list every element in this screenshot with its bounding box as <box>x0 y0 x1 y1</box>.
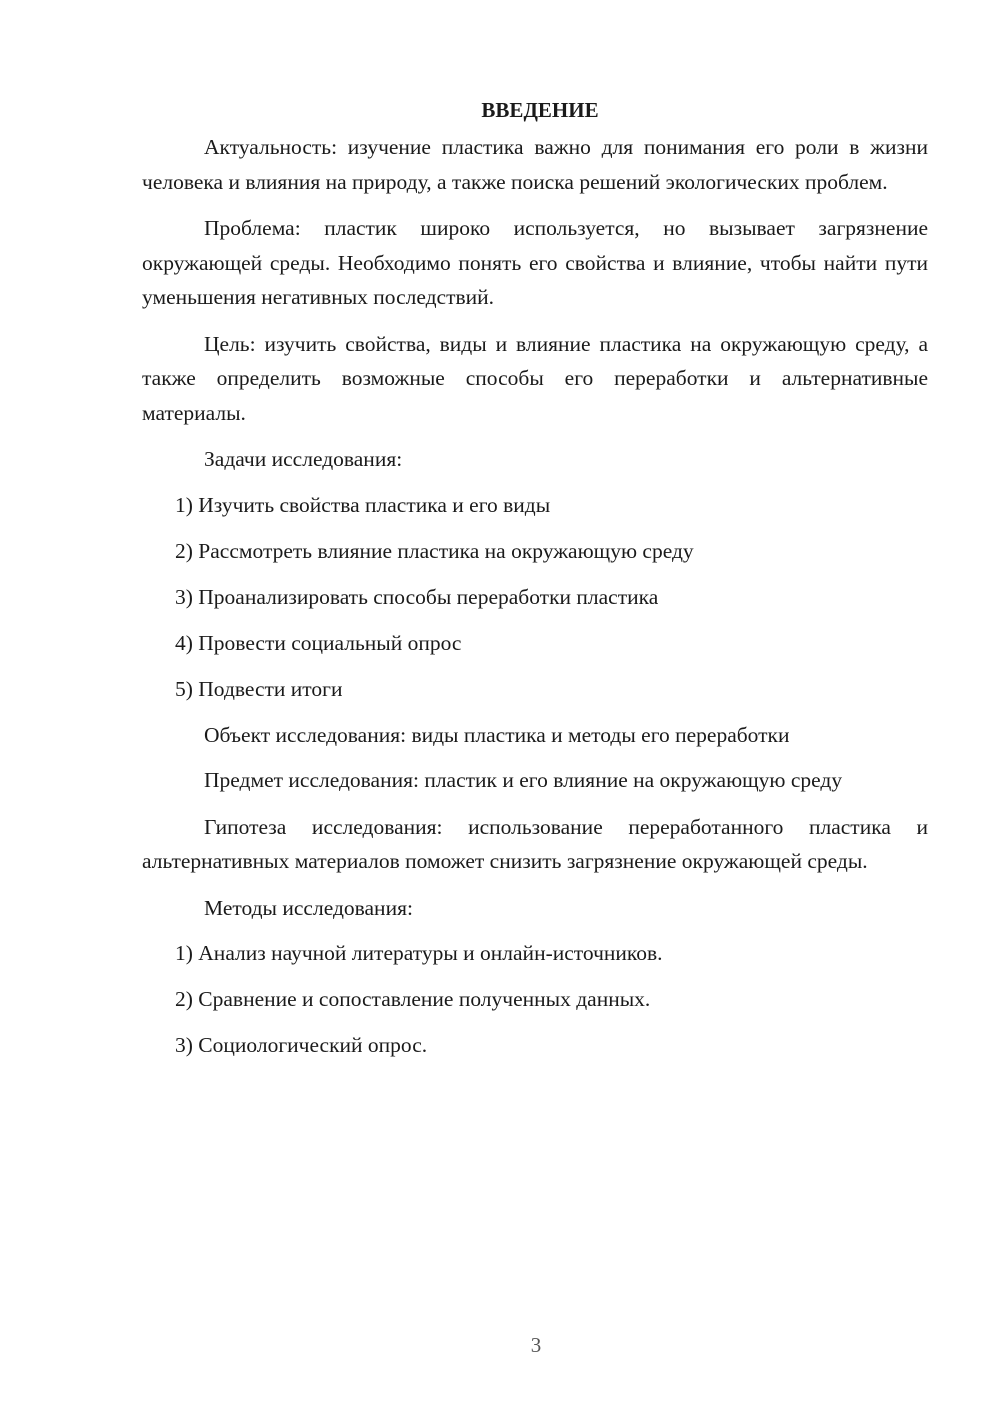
problem-paragraph: Проблема: пластик широко используется, но вызывает загрязнение окружающей среды. Необходимо понять его свойства и влияние, чтобы найти пути уменьшения негативных последствий. <box>142 216 928 309</box>
goal-paragraph: Цель: изучить свойства, виды и влияние пластика на окружающую среду, а также определить возможные способы его переработки и альтернативные материалы. <box>142 331 928 425</box>
tasks-title: Задачи исследования: <box>204 447 403 471</box>
relevance-paragraph: Актуальность: изучение пластика важно для понимания его роли в жизни человека и влияния на природу, а также поиска решений экологических проблем. <box>142 135 928 194</box>
methods-list <box>142 936 928 1063</box>
list-item: 3) Социологический опрос. <box>175 1033 428 1057</box>
object-paragraph: Объект исследования: виды пластика и методы его переработки <box>204 722 790 747</box>
list-item: 2) Рассмотреть влияние пластика на окружающую среду <box>175 538 694 563</box>
hypothesis-paragraph: Гипотеза исследования: использование переработанного пластика и альтернативных материалов поможет снизить загрязнение окружающей среды. <box>142 814 928 873</box>
tasks-list <box>142 488 928 707</box>
list-item: 4) Провести социальный опрос <box>175 630 462 655</box>
list-item: 2) Сравнение и сопоставление полученных данных. <box>175 987 651 1011</box>
list-item: 1) Анализ научной литературы и онлайн-источников. <box>175 941 663 965</box>
list-item: 5) Подвести итоги <box>175 676 343 701</box>
document-page <box>142 92 928 1074</box>
section-heading: ВВЕДЕНИЕ <box>481 98 599 122</box>
methods-title: Методы исследования: <box>204 895 413 920</box>
page-number: 3 <box>530 1333 542 1357</box>
subject-paragraph: Предмет исследования: пластик и его влияние на окружающую среду <box>204 768 843 792</box>
list-item: 3) Проанализировать способы переработки пластика <box>175 584 659 609</box>
list-item: 1) Изучить свойства пластика и его виды <box>175 492 551 517</box>
